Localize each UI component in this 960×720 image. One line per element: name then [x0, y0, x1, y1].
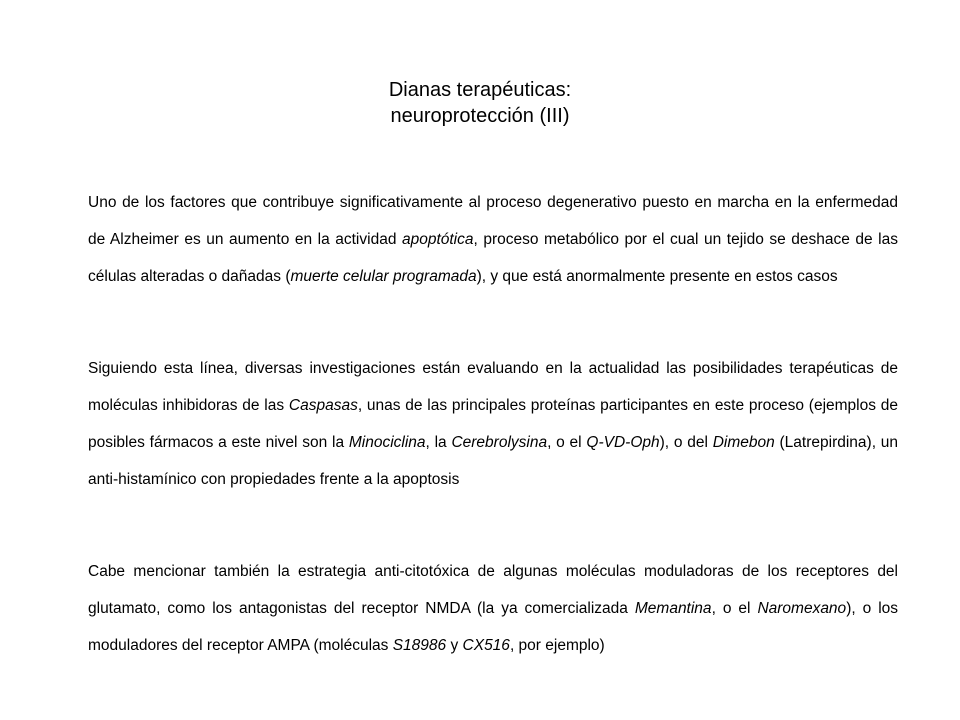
- text-segment: Siguiendo esta línea, diversas investigaciones están evaluando en la actualidad las posibilidades terapéuticas de moléculas inhibidoras de las: [88, 360, 898, 414]
- italic-term: Dimebon: [712, 434, 775, 451]
- italic-term: S18986: [392, 637, 447, 654]
- italic-term: muerte celular programada: [290, 268, 477, 285]
- italic-term: Caspasas: [288, 397, 358, 414]
- text-segment: , o el: [711, 600, 758, 617]
- italic-term: Q-VD-Oph: [586, 434, 660, 451]
- text-segment: , por ejemplo): [509, 637, 605, 654]
- slide-title: [0, 77, 960, 129]
- text-segment: ), o del: [659, 434, 713, 451]
- italic-term: Cerebrolysina: [451, 434, 548, 451]
- paragraph-caspasas: [88, 350, 898, 498]
- paragraph-apoptosis: [88, 184, 898, 295]
- text-segment: , la: [425, 434, 452, 451]
- text-segment: ), o los moduladores del receptor AMPA (moléculas: [88, 600, 899, 654]
- italic-term: CX516: [462, 637, 510, 654]
- italic-term: Naromexano: [757, 600, 847, 617]
- slide-title-line-1: Dianas terapéuticas:: [388, 79, 572, 101]
- text-segment: (Latrepirdina), un anti-histamínico con propiedades frente a la apoptosis: [88, 434, 899, 488]
- italic-term: apoptótica: [401, 231, 474, 248]
- italic-term: Memantina: [634, 600, 712, 617]
- text-segment: y: [446, 637, 463, 654]
- slide-title-line-2: neuroprotección (III): [390, 105, 570, 127]
- italic-term: Minociclina: [348, 434, 426, 451]
- paragraph-glutamato: [88, 553, 898, 664]
- text-segment: Uno de los factores que contribuye significativamente al proceso degenerativo puesto en marcha en la enfermedad de Alzheimer es un aumento en la actividad: [88, 194, 898, 248]
- text-segment: , unas de las principales proteínas participantes en este proceso (ejemplos de posibles fármacos a este nivel son la: [88, 397, 898, 451]
- text-segment: , proceso metabólico por el cual un tejido se deshace de las células alteradas o dañadas (: [88, 231, 898, 285]
- text-segment: , o el: [547, 434, 587, 451]
- text-segment: Cabe mencionar también la estrategia anti-citotóxica de algunas moléculas moduladoras de los receptores del glutamato, como los antagonistas del receptor NMDA (la ya comercializada: [88, 563, 898, 617]
- text-segment: ), y que está anormalmente presente en estos casos: [476, 268, 838, 285]
